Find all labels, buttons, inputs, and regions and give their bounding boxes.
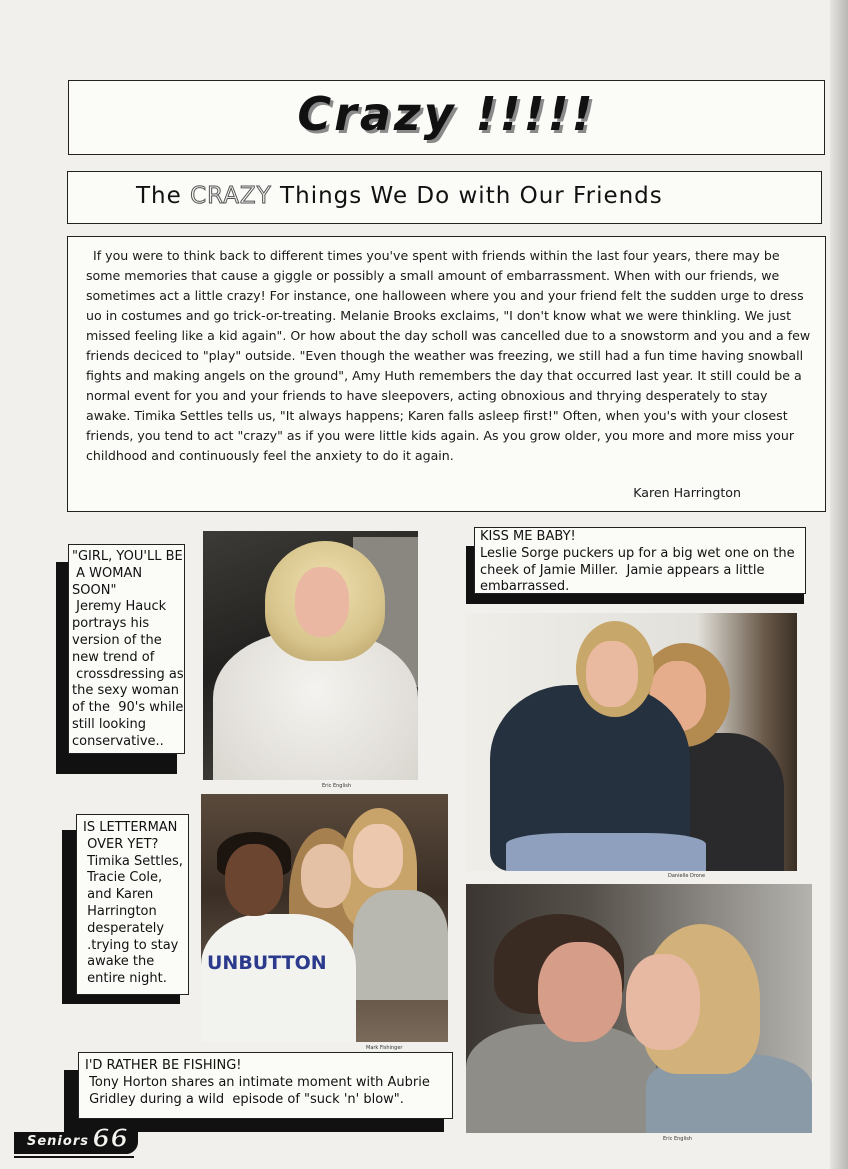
photo-letterman [201, 794, 448, 1042]
caption-kiss: KISS ME BABY! Leslie Sorge puckers up for a big wet one on the cheek of Jamie Miller. Jamie appears a little embarrassed. [480, 529, 795, 595]
photo-subject-body [466, 1024, 656, 1133]
photo-credit: Eric English [663, 1136, 692, 1142]
photo-subject-face [301, 844, 351, 908]
photo-subject-face [586, 641, 638, 707]
photo-credit: Mark Fishinger [366, 1045, 403, 1051]
caption-box-letterman [76, 814, 189, 995]
page-title: Crazy !!!!! [297, 87, 596, 141]
photo-kiss-me-baby [466, 613, 797, 871]
photo-shirt-print: UNBUTTON [207, 952, 327, 974]
photo-credit: Danielle Drone [668, 873, 706, 879]
photo-subject-face [353, 824, 403, 888]
photo-subject-face [626, 954, 700, 1050]
caption-girl: "GIRL, YOU'LL BE A WOMAN SOON" Jeremy Hauck portrays his version of the new trend of crossdressing as the sexy woman of the 90's while still looking conservative.. [72, 549, 184, 749]
footer-page-number: 66 [92, 1124, 129, 1154]
caption-box-girl [68, 544, 185, 754]
caption-box-fishing [78, 1052, 453, 1119]
page-edge-shadow [830, 0, 848, 1169]
subtitle-box [67, 171, 822, 224]
photo-subject-jeans [506, 833, 706, 871]
photo-fishing [466, 884, 812, 1133]
subtitle-prefix: The [136, 183, 191, 209]
subtitle-suffix: Things We Do with Our Friends [271, 183, 663, 209]
page-subtitle [136, 183, 663, 209]
title-box [68, 80, 825, 155]
essay-body: If you were to think back to different times you've spent with friends within the last four years, there may be some memories that cause a giggle or possibly a small amount of embarrassment. When with our friends, we sometimes act a little crazy! For instance, one halloween where you and your friend felt the sudden urge to dress uo in costumes and go trick-or-treating. Melanie Brooks exclaims, "I don't know what we were thinkling. We just missed feeling like a kid again". Or how about the day scholl was cancelled due to a snowstorm and you and a few friends deciced to "play" outside. "Even though the weather was freezing, we still had a fun time having snowball fights and making angels on the ground", Amy Huth remembers the day that occurred last year. It still could be a normal event for you and your friends to have sleepovers, acting obnoxious and thrying desperately to stay awake. Timika Settles tells us, "It always happens; Karen falls asleep first!" Often, when you's with your closest friends, you tend to act "crazy" as if you were little kids again. As you grow older, you more and more miss your childhood and continuously feel the anxiety to do it again. [86, 248, 811, 463]
caption-fishing: I'D RATHER BE FISHING! Tony Horton shares an intimate moment with Aubrie Gridley during a wild episode of "suck 'n' blow". [85, 1058, 430, 1107]
photo-subject-shirt [201, 914, 356, 1042]
photo-crossdressing [203, 531, 418, 780]
subtitle-highlight: CRAZY [190, 183, 272, 209]
essay-box [67, 236, 826, 512]
footer-rule [14, 1156, 134, 1158]
caption-letterman: IS LETTERMAN OVER YET? Timika Settles, Tracie Cole, and Karen Harrington desperately .trying to stay awake the entire night. [83, 820, 183, 987]
photo-subject-shirt [353, 890, 448, 1000]
photo-credit: Eric English [322, 783, 351, 789]
photo-subject-face [538, 942, 622, 1042]
footer-section-label: Seniors [27, 1134, 89, 1149]
caption-box-kiss [474, 527, 806, 594]
photo-subject-face [295, 567, 349, 637]
photo-subject-face [225, 844, 283, 916]
essay-author: Karen Harrington [633, 485, 741, 500]
